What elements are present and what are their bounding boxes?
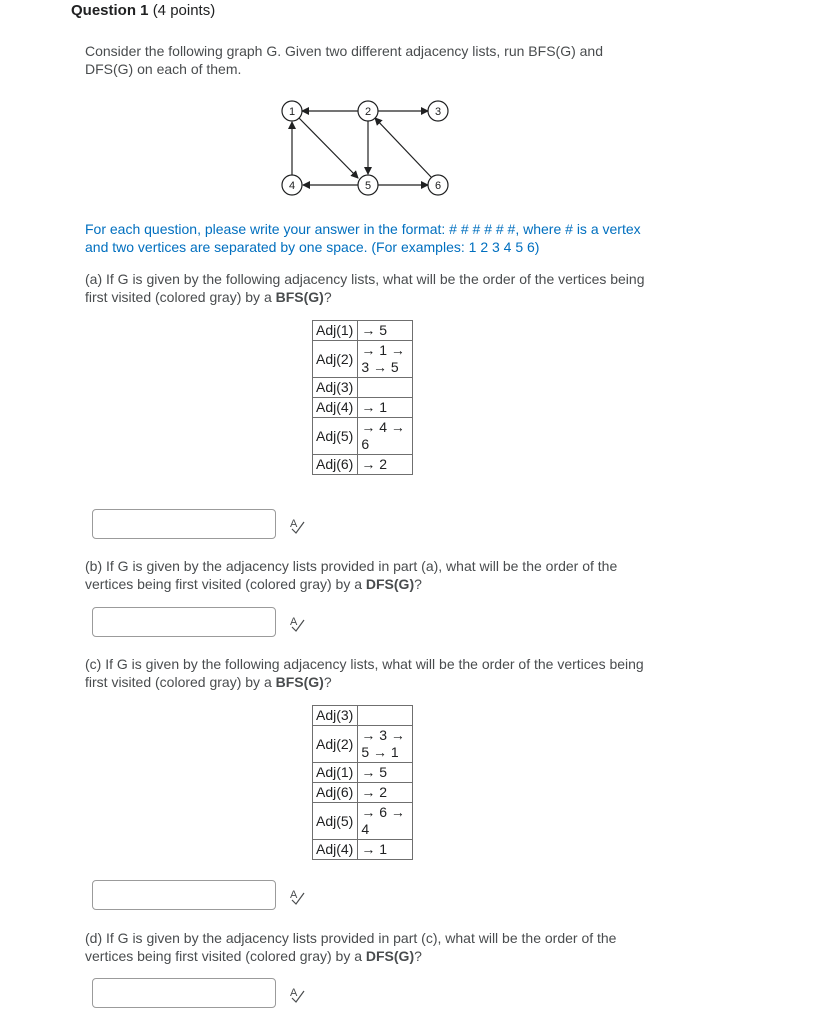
svg-text:6: 6 bbox=[434, 180, 442, 192]
adjacency-row bbox=[313, 455, 413, 475]
spellcheck-icon-d[interactable] bbox=[288, 985, 306, 1003]
adjacency-row bbox=[313, 840, 413, 860]
svg-text:2: 2 bbox=[364, 106, 372, 118]
adjacency-line-1: → 5 bbox=[361, 322, 388, 338]
svg-text:A: A bbox=[290, 987, 298, 999]
part-c-prompt bbox=[85, 655, 645, 691]
graph-node-5 bbox=[358, 175, 378, 195]
svg-text:4: 4 bbox=[288, 180, 296, 192]
adjacency-label: Adj(3) bbox=[313, 706, 358, 726]
adjacency-list bbox=[358, 840, 413, 860]
adjacency-row bbox=[313, 783, 413, 803]
part-a-prompt bbox=[85, 270, 645, 306]
adjacency-label: Adj(3) bbox=[313, 378, 358, 398]
part-b-prompt bbox=[85, 557, 655, 593]
adjacency-line-1: → 1 bbox=[361, 841, 388, 857]
adjacency-line-1: → 2 bbox=[361, 456, 388, 472]
spellcheck-icon-b[interactable] bbox=[288, 614, 306, 632]
svg-text:A: A bbox=[290, 616, 298, 628]
adjacency-row bbox=[313, 398, 413, 418]
adjacency-row bbox=[313, 763, 413, 783]
adjacency-label: Adj(6) bbox=[313, 455, 358, 475]
adjacency-label: Adj(1) bbox=[313, 321, 358, 341]
adjacency-list bbox=[358, 341, 413, 378]
adjacency-table-c bbox=[312, 705, 413, 860]
question-title bbox=[71, 2, 215, 19]
adjacency-list bbox=[358, 726, 413, 763]
edge-6-2 bbox=[375, 118, 432, 178]
adjacency-line-1: → 2 bbox=[361, 784, 388, 800]
part-a-algorithm: BFS(G) bbox=[275, 289, 324, 305]
adjacency-line-1: → 1 bbox=[361, 399, 388, 415]
answer-input-b[interactable] bbox=[92, 607, 276, 637]
adjacency-list bbox=[358, 783, 413, 803]
adjacency-line-2: 6 bbox=[361, 436, 370, 452]
spellcheck-icon-c[interactable] bbox=[288, 887, 306, 905]
graph-node-3 bbox=[428, 101, 448, 121]
question-number: Question 1 bbox=[71, 2, 149, 19]
adjacency-label: Adj(4) bbox=[313, 398, 358, 418]
graph-diagram bbox=[270, 94, 470, 198]
adjacency-list bbox=[358, 763, 413, 783]
adjacency-list bbox=[358, 803, 413, 840]
question-points: (4 points) bbox=[152, 2, 216, 19]
part-c-qmark: ? bbox=[323, 674, 332, 690]
adjacency-line-1: → 1 → bbox=[361, 342, 405, 358]
svg-text:A: A bbox=[290, 518, 298, 530]
adjacency-row bbox=[313, 321, 413, 341]
adjacency-label: Adj(2) bbox=[313, 726, 358, 763]
graph-node-4 bbox=[282, 175, 302, 195]
adjacency-line-1: → 5 bbox=[361, 764, 388, 780]
adjacency-label: Adj(5) bbox=[313, 418, 358, 455]
part-d-qmark: ? bbox=[414, 948, 422, 964]
adjacency-list bbox=[358, 398, 413, 418]
adjacency-row bbox=[313, 341, 413, 378]
adjacency-row bbox=[313, 378, 413, 398]
part-d-prompt bbox=[85, 929, 655, 965]
graph-node-1 bbox=[282, 101, 302, 121]
answer-input-a[interactable] bbox=[92, 509, 276, 539]
adjacency-line-2: 4 bbox=[361, 821, 370, 837]
graph-node-6 bbox=[428, 175, 448, 195]
adjacency-label: Adj(1) bbox=[313, 763, 358, 783]
adjacency-label: Adj(6) bbox=[313, 783, 358, 803]
svg-text:3: 3 bbox=[434, 106, 442, 118]
svg-text:A: A bbox=[290, 889, 298, 901]
graph-node-2 bbox=[358, 101, 378, 121]
part-b-text: (b) If G is given by the adjacency lists provided in part (a), what will be the order of the vertices being first visited (colored gray) by a bbox=[85, 558, 618, 592]
adjacency-line-1: → 6 → bbox=[361, 804, 405, 820]
adjacency-label: Adj(2) bbox=[313, 341, 358, 378]
adjacency-list bbox=[358, 418, 413, 455]
part-c-algorithm: BFS(G) bbox=[275, 674, 324, 690]
svg-text:1: 1 bbox=[288, 106, 296, 118]
adjacency-list bbox=[358, 378, 413, 398]
answer-input-c[interactable] bbox=[92, 880, 276, 910]
question-intro: Consider the following graph G. Given two different adjacency lists, run BFS(G) and DFS(G) on each of them. bbox=[85, 43, 603, 77]
adjacency-label: Adj(4) bbox=[313, 840, 358, 860]
svg-text:5: 5 bbox=[364, 180, 372, 192]
adjacency-row bbox=[313, 803, 413, 840]
adjacency-row bbox=[313, 418, 413, 455]
part-a-text: (a) If G is given by the following adjacency lists, what will be the order of the vertices being first visited (colored gray) by a bbox=[85, 271, 645, 305]
part-b-qmark: ? bbox=[414, 576, 422, 592]
adjacency-line-1: → 4 → bbox=[361, 419, 405, 435]
answer-input-d[interactable] bbox=[92, 978, 276, 1008]
part-d-algorithm: DFS(G) bbox=[365, 948, 415, 964]
format-note: For each question, please write your answer in the format: # # # # # #, where # is a vertex and two vertices are separated by one space. (For examples: 1 2 3 4 5 6) bbox=[85, 221, 641, 255]
edge-1-5 bbox=[299, 118, 358, 178]
adjacency-line-2: 5 → 1 bbox=[361, 744, 399, 760]
adjacency-list bbox=[358, 321, 413, 341]
part-d-text: (d) If G is given by the adjacency lists provided in part (c), what will be the order of the vertices being first visited (colored gray) by a bbox=[85, 930, 617, 964]
adjacency-row bbox=[313, 706, 413, 726]
adjacency-table-a bbox=[312, 320, 413, 475]
part-c-text: (c) If G is given by the following adjacency lists, what will be the order of the vertices being first visited (colored gray) by a bbox=[85, 656, 644, 690]
spellcheck-icon-a[interactable] bbox=[288, 516, 306, 534]
part-b-algorithm: DFS(G) bbox=[365, 576, 415, 592]
part-a-qmark: ? bbox=[323, 289, 332, 305]
adjacency-row bbox=[313, 726, 413, 763]
adjacency-line-2: 3 → 5 bbox=[361, 359, 399, 375]
adjacency-list bbox=[358, 455, 413, 475]
adjacency-label: Adj(5) bbox=[313, 803, 358, 840]
adjacency-line-1: → 3 → bbox=[361, 727, 405, 743]
adjacency-list bbox=[358, 706, 413, 726]
